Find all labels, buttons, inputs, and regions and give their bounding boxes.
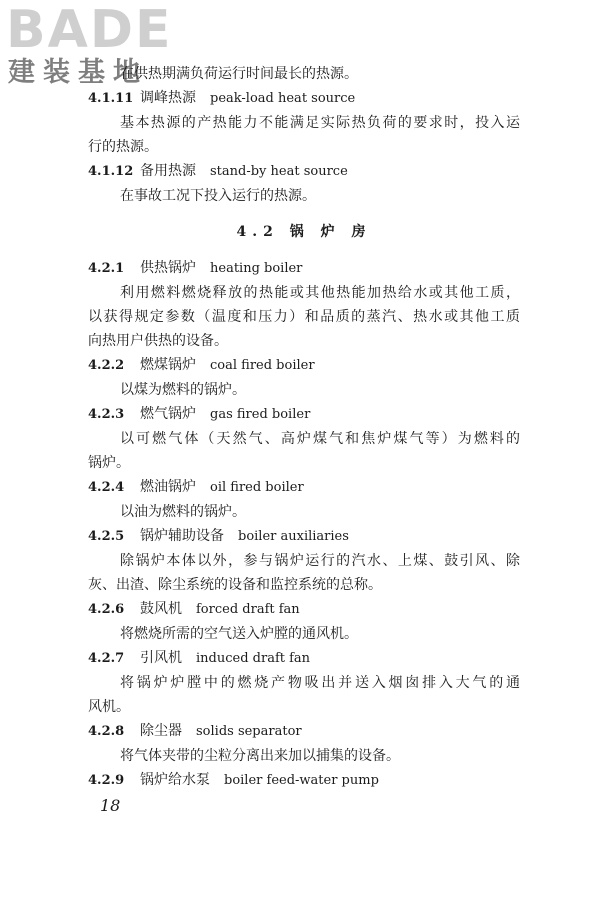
page-body bbox=[88, 62, 520, 793]
definition-line: 锅炉。 bbox=[88, 455, 130, 471]
clause-number: 4.2.6 bbox=[88, 602, 125, 617]
continuation-line: 在供热期满负荷运行时间最长的热源。 bbox=[120, 66, 358, 82]
clause-number: 4.2.4 bbox=[88, 480, 125, 495]
clause-number: 4.2.3 bbox=[88, 407, 125, 422]
term-chinese: 除尘器 bbox=[140, 723, 182, 739]
term-english: oil fired boiler bbox=[210, 480, 304, 495]
term-entry-4-2-9 bbox=[88, 768, 520, 793]
term-english: gas fired boiler bbox=[210, 407, 311, 422]
definition-line: 在事故工况下投入运行的热源。 bbox=[120, 188, 316, 204]
page-number: 18 bbox=[100, 796, 121, 815]
definition-line: 行的热源。 bbox=[88, 139, 158, 155]
clause-number: 4.1.11 bbox=[88, 91, 134, 106]
definition-line: 以可燃气体（天然气、高炉煤气和焦炉煤气等）为燃料的 bbox=[120, 431, 520, 447]
term-english: heating boiler bbox=[210, 261, 303, 276]
term-english: stand-by heat source bbox=[210, 164, 348, 179]
definition-line: 灰、出渣、除尘系统的设备和监控系统的总称。 bbox=[88, 577, 382, 593]
clause-number: 4.2.5 bbox=[88, 529, 125, 544]
term-entry-4-1-12 bbox=[88, 159, 520, 184]
definition-line: 以获得规定参数（温度和压力）和品质的蒸汽、热水或其他工质 bbox=[88, 309, 520, 325]
term-english: boiler auxiliaries bbox=[238, 529, 349, 544]
term-chinese: 锅炉辅助设备 bbox=[140, 528, 224, 544]
term-entry-4-2-5 bbox=[88, 524, 520, 549]
term-chinese: 燃油锅炉 bbox=[140, 479, 196, 495]
clause-number: 4.2.7 bbox=[88, 651, 125, 666]
term-english: forced draft fan bbox=[196, 602, 300, 617]
definition-line: 以油为燃料的锅炉。 bbox=[120, 504, 246, 520]
clause-number: 4.2.1 bbox=[88, 261, 125, 276]
term-chinese: 调峰热源 bbox=[140, 90, 196, 106]
term-chinese: 燃煤锅炉 bbox=[140, 357, 196, 373]
term-chinese: 锅炉给水泵 bbox=[140, 772, 210, 788]
term-english: coal fired boiler bbox=[210, 358, 315, 373]
term-english: solids separator bbox=[196, 724, 302, 739]
clause-number: 4.2.2 bbox=[88, 358, 125, 373]
term-entry-4-2-6 bbox=[88, 597, 520, 622]
term-entry-4-2-8 bbox=[88, 719, 520, 744]
term-english: induced draft fan bbox=[196, 651, 311, 666]
definition-line: 基本热源的产热能力不能满足实际热负荷的要求时，投入运 bbox=[120, 115, 520, 131]
term-english: boiler feed-water pump bbox=[224, 773, 379, 788]
definition-line: 将燃烧所需的空气送入炉膛的通风机。 bbox=[120, 626, 358, 642]
term-entry-4-2-2 bbox=[88, 353, 520, 378]
definition-line: 将锅炉炉膛中的燃烧产物吸出并送入烟囱排入大气的通 bbox=[120, 675, 520, 691]
term-entry-4-1-11 bbox=[88, 86, 520, 111]
watermark-latin-text: BADE bbox=[6, 0, 173, 60]
term-entry-4-2-4 bbox=[88, 475, 520, 500]
clause-number: 4.2.9 bbox=[88, 773, 125, 788]
definition-line: 向热用户供热的设备。 bbox=[88, 333, 228, 349]
term-entry-4-2-3 bbox=[88, 402, 520, 427]
term-entry-4-2-1 bbox=[88, 256, 520, 281]
term-chinese: 燃气锅炉 bbox=[140, 406, 196, 422]
term-english: peak-load heat source bbox=[210, 91, 356, 106]
definition-line: 利用燃料燃烧释放的热能或其他热能加热给水或其他工质， bbox=[120, 285, 520, 301]
term-chinese: 备用热源 bbox=[140, 163, 196, 179]
clause-number: 4.2.8 bbox=[88, 724, 125, 739]
clause-number: 4.1.12 bbox=[88, 164, 134, 179]
definition-line: 将气体夹带的尘粒分离出来加以捕集的设备。 bbox=[120, 748, 400, 764]
section-heading: 4.2 锅 炉 房 bbox=[236, 224, 372, 240]
term-chinese: 供热锅炉 bbox=[140, 260, 196, 276]
term-entry-4-2-7 bbox=[88, 646, 520, 671]
term-chinese: 鼓风机 bbox=[140, 601, 182, 617]
watermark-cjk-text: 建装基地 bbox=[8, 57, 148, 88]
definition-line: 风机。 bbox=[88, 699, 130, 715]
definition-line: 以煤为燃料的锅炉。 bbox=[120, 382, 246, 398]
definition-line: 除锅炉本体以外，参与锅炉运行的汽水、上煤、鼓引风、除 bbox=[120, 553, 520, 569]
term-chinese: 引风机 bbox=[140, 650, 182, 666]
